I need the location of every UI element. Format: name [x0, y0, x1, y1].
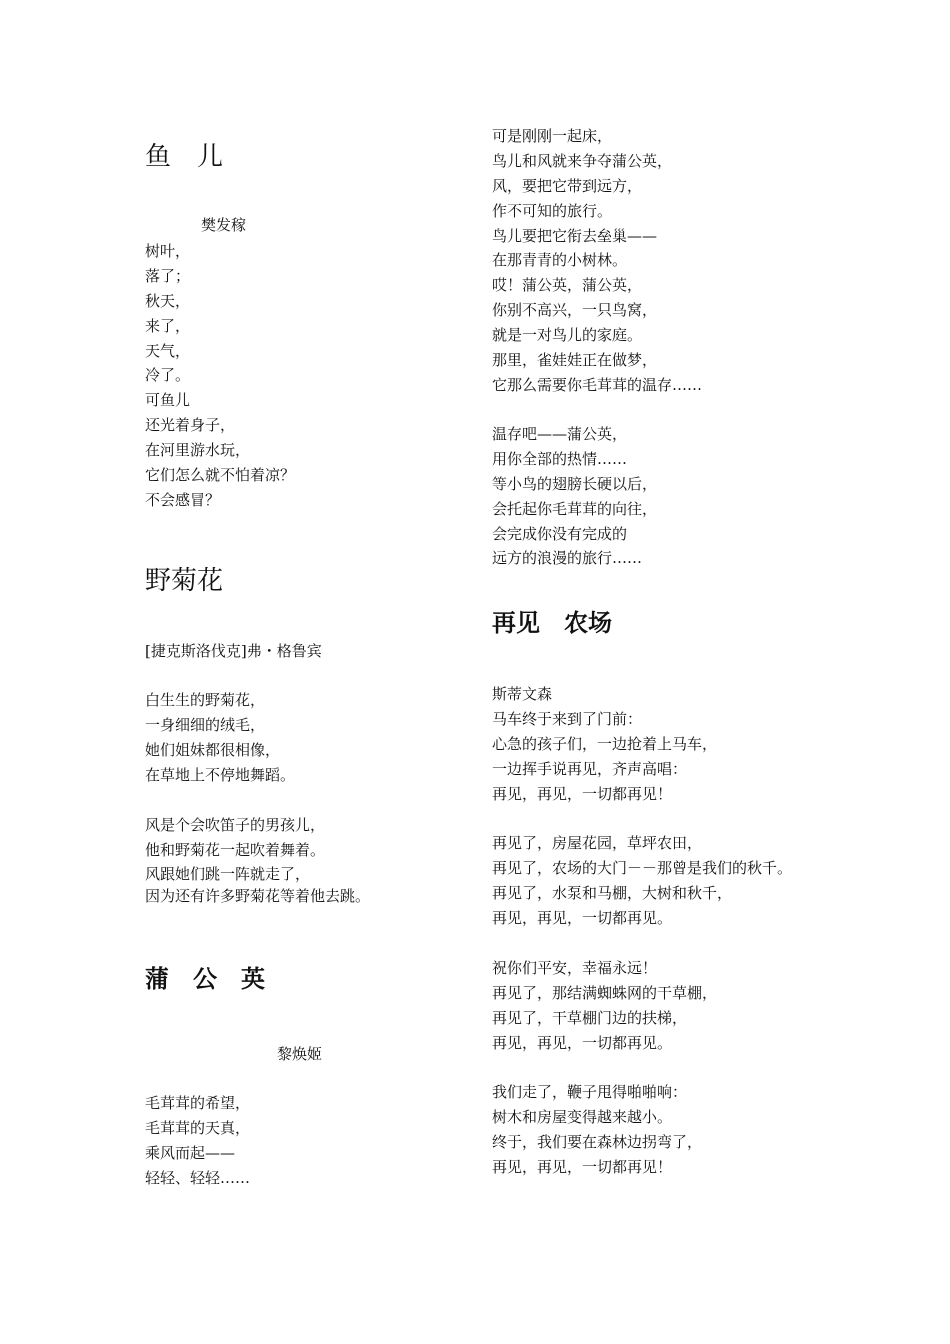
poem-line: 再见了，那结满蜘蛛网的干草棚，: [492, 983, 718, 1002]
poem-line: 落了；: [145, 266, 191, 285]
poem-stanza-yejuhua-1: [145, 688, 295, 788]
poem-line: 祝你们平安，幸福永远！: [492, 959, 658, 977]
poem-line: 轻轻、轻轻……: [145, 1168, 251, 1187]
poem-line: 秋天，: [145, 291, 191, 310]
poem-line: 来了，: [145, 316, 191, 335]
poem-line: 就是一对鸟儿的家庭。: [492, 326, 643, 345]
poem-line: 白生生的野菊花，: [145, 691, 266, 709]
poem-line: 风，要把它带到远方，: [492, 176, 643, 195]
poem-line: 我们走了，鞭子甩得啪啪响：: [492, 1083, 688, 1101]
poem-line: 再见了，农场的大门－－那曾是我们的秋千。: [492, 858, 793, 877]
poem-line: 冷了。: [145, 366, 191, 385]
poem-line: 还光着身子，: [145, 416, 236, 435]
poem-line: 终于，我们要在森林边拐弯了，: [492, 1132, 703, 1151]
poem-stanza-yejuhua-2a: [145, 813, 325, 863]
poem-stanza-pugongying-3: [492, 422, 657, 571]
poem-stanza-zaijian-3: [492, 956, 717, 1056]
poem-line: 你别不高兴，一只鸟窝，: [492, 301, 658, 320]
poem-line: 再见，再见，一切都再见。: [492, 908, 673, 927]
poem-line: 再见，再见，一切都再见！: [492, 784, 673, 803]
poem-line: 它那么需要你毛茸茸的温存……: [492, 375, 703, 394]
poem-stanza-zaijian-4: [492, 1080, 702, 1180]
poem-author-yuer: 樊发稼: [201, 216, 247, 234]
poem-line: 一边挥手说再见，齐声高唱：: [492, 759, 688, 778]
poem-author-yejuhua: [捷克斯洛伐克]弗・格鲁宾: [145, 642, 322, 660]
poem-stanza-pugongying-1: [145, 1091, 250, 1191]
poem-line: 因为还有许多野菊花等着他去跳。: [145, 887, 371, 905]
poem-line: 在河里游水玩，: [145, 441, 251, 460]
poem-line: 作不可知的旅行。: [492, 201, 613, 220]
poem-line: 再见，再见，一切都再见！: [492, 1157, 673, 1176]
poem-author-zaijian: 斯蒂文森: [492, 685, 553, 703]
poem-line: 风是个会吹笛子的男孩儿，: [145, 816, 326, 834]
poem-lines-yuer: [145, 239, 295, 513]
poem-line: 她们姐妹都很相像，: [145, 740, 281, 759]
poem-line: 鸟儿要把它衔去垒巢——: [492, 226, 658, 245]
poem-line: 马车终于来到了门前：: [492, 710, 643, 728]
poem-line: 在草地上不停地舞蹈。: [145, 765, 296, 784]
poem-line: 风跟她们跳一阵就走了，: [145, 865, 311, 883]
poem-line: 心急的孩子们，一边抢着上马车，: [492, 734, 718, 753]
poem-title-yejuhua: 野菊花: [145, 566, 224, 596]
poem-line: 等小鸟的翅膀长硬以后，: [492, 474, 658, 493]
poem-stanza-pugongying-2: [492, 124, 702, 398]
poem-line: 不会感冒？: [145, 490, 221, 509]
poem-line: 乘风而起——: [145, 1143, 236, 1162]
poem-line: 会完成你没有完成的: [492, 524, 628, 543]
poem-line: 再见了，房屋花园，草坪农田，: [492, 834, 703, 852]
poem-line: 在那青青的小树林。: [492, 251, 628, 270]
poem-line: 天气，: [145, 341, 191, 360]
poem-line: 树叶，: [145, 242, 191, 260]
poem-line: 再见，再见，一切都再见。: [492, 1033, 673, 1052]
poem-line: 毛茸茸的天真，: [145, 1118, 251, 1137]
poem-line: 毛茸茸的希望，: [145, 1094, 251, 1112]
poem-line: 会托起你毛茸茸的向往，: [492, 499, 658, 518]
poem-line: 再见了，干草棚门边的扶梯，: [492, 1008, 688, 1027]
poem-title-zaijian: 再见 农场: [492, 608, 612, 637]
poem-line: 一身细细的绒毛，: [145, 715, 266, 734]
poem-line: 鸟儿和风就来争夺蒲公英，: [492, 151, 673, 170]
poem-line: 哎！蒲公英，蒲公英，: [492, 276, 643, 295]
poem-line: 远方的浪漫的旅行……: [492, 549, 643, 568]
poem-line: 温存吧——蒲公英，: [492, 425, 628, 443]
poem-author-pugongying: 黎焕姬: [277, 1045, 323, 1063]
poem-line: 树木和房屋变得越来越小。: [492, 1107, 673, 1126]
poem-line: 用你全部的热情……: [492, 449, 628, 468]
poem-stanza-yejuhua-2b: [145, 863, 370, 907]
poem-stanza-zaijian-1: [492, 707, 717, 807]
poem-line: 他和野菊花一起吹着舞着。: [145, 840, 326, 859]
poem-line: 可鱼儿: [145, 391, 191, 410]
poem-title-yuer: 鱼 儿: [145, 142, 224, 172]
poem-stanza-zaijian-2: [492, 831, 792, 931]
poem-line: 那里，雀娃娃正在做梦，: [492, 351, 658, 370]
poem-line: 它们怎么就不怕着凉？: [145, 466, 296, 485]
poem-line: 可是刚刚一起床，: [492, 127, 613, 145]
poem-line: 再见了，水泵和马棚，大树和秋千，: [492, 883, 733, 902]
poem-title-pugongying: 蒲 公 英: [145, 964, 265, 993]
